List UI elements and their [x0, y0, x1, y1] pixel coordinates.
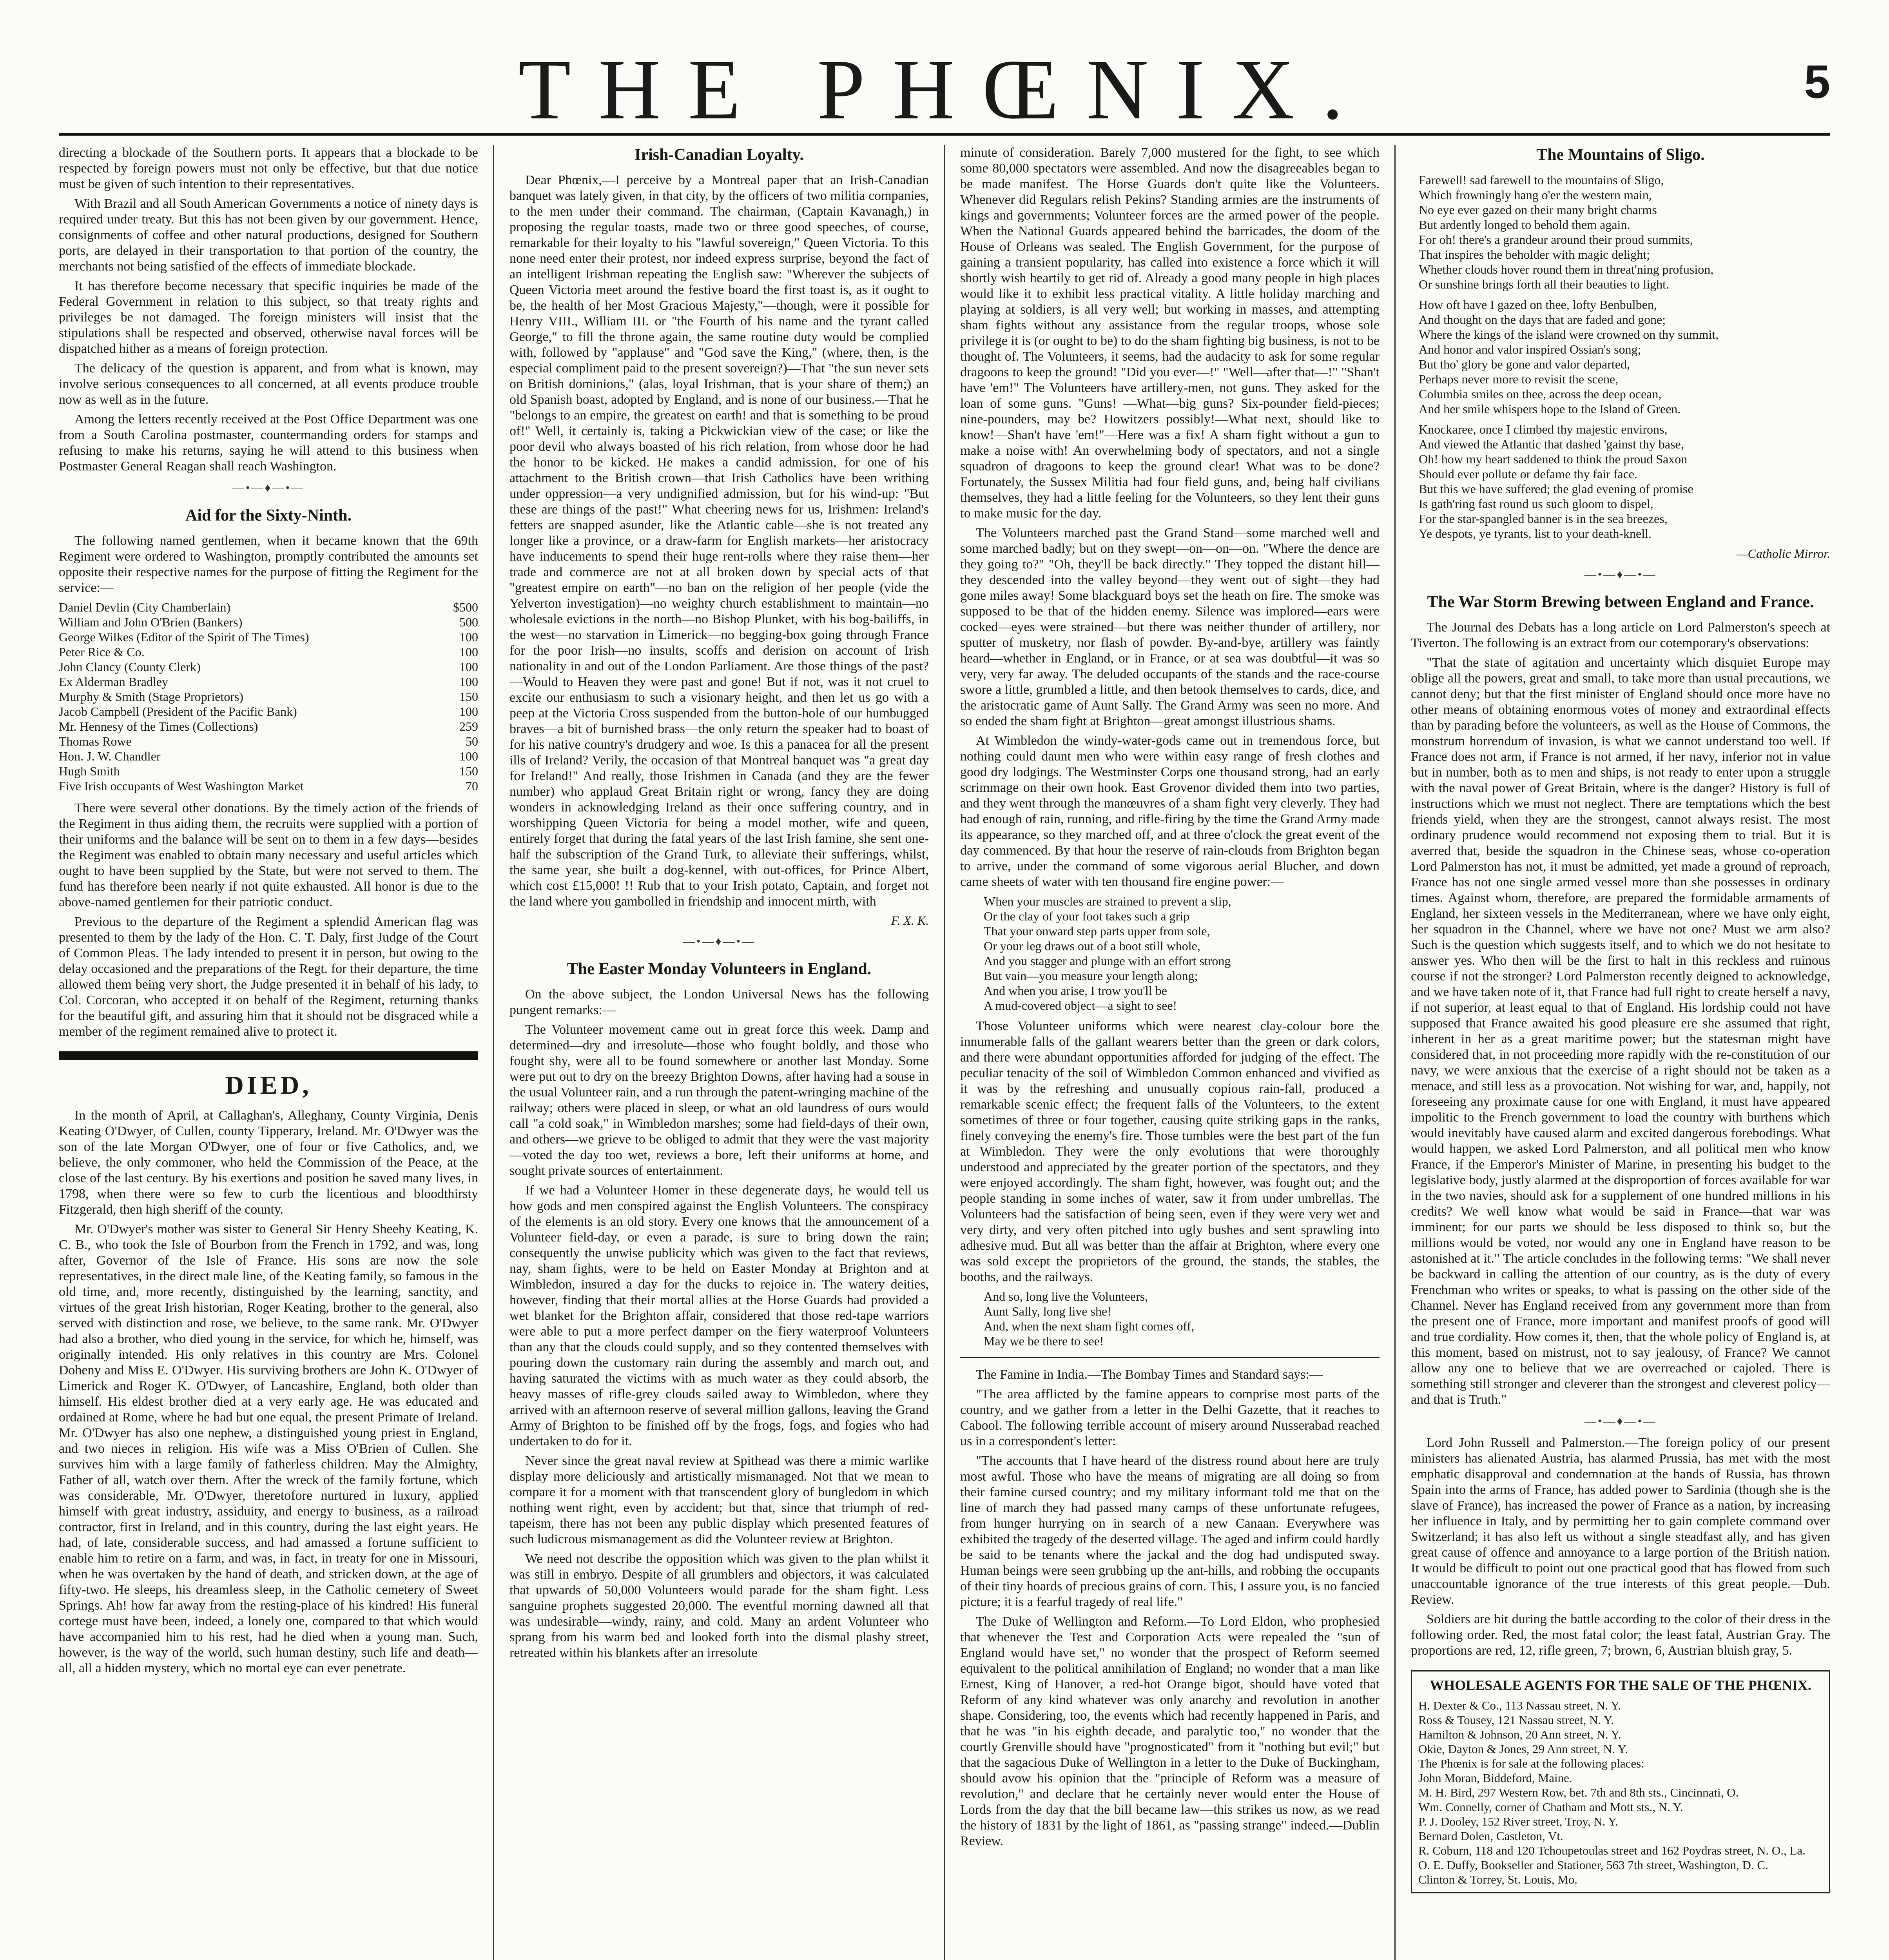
agent-line: P. J. Dooley, 152 River street, Troy, N. Y. [1418, 1815, 1619, 1828]
article-paragraph: Dear Phœnix,—I perceive by a Montreal paper that an Irish-Canadian banquet was lately given, in that city, by the officers of two militia companies, to the men under their command. The chairman, (Captain Kavanagh,) in proposing the regular toasts, made two or three good speeches, of course, remarkable for their loyalty to his "lawful sovereign," Queen Victoria. To this none need enter their protest, nor indeed express surprise, beyond the fact of an intelligent Irishman repeating the English saw: "Wherever the subjects of Queen Victoria meet around the festive board the first toast is, as it ought to be, the health of her Most Gracious Majesty,"—though, were it possible for Henry VIII., William III. or "the Fourth of his name and the tyrant called George," to fill the throne again, the same routine duty would be complied with, followed by "applause" and "God save the King," (where, then, is the especial compliment paid to the present sovereign?)—That "the sun never sets on British dominions," (alas, loyal Irishman, that is your share of them;) an old Spanish boast, adopted by England, and is none of our business.—That he "belongs to an empire, the greatest on earth! and that is something to be proud of!" Well, it certainly is, taking a Pickwickian view of the case; or like the poor devil who always boasted of his rich relation, from whose door he had the honor to be kicked. He makes a candid admission, for one of his attachment to the British crown—that Irish Catholics have been writhing under oppression—a very undignified admission, but for his wind-up: "But these are things of the past!" What cheering news for us, Irishmen: Ireland's fetters are snapped asunder, like the Atlantic cable—she is not treated any longer like a province, or a draw-farm for English markets—her aristocracy have inducements to spend their huge rent-rolls where they raise them—her trade and commerce are not at all broken down by special acts of that "greatest empire on earth"—no ban on the religion of her people (vide the Yelverton investigation)—no weighty church establishment to maintain—no wholesale evictions in the north—no Bishop Plunket, with his bog-bailiffs, in the west—no starvation in Limerick—no begging-box going through France for the poor Irish—no insults, scoffs and derision on account of Irish nationality in and out of the London Parliament. Are those things of the past?—Would to Heaven they were past and gone! But if not, was it not cruel to excite our enthusiasm to such a visionary height, and then let us go with a peep at the Victoria Cross suspended from the button-hole of our humbugged braves—a bit of burnished brass—the only return the speaker had to boast of for his native country's drudgery and woe. Is this a panacea for all the present ills of Ireland? Verily, the occasion of that Montreal banquet was "a great day for Ireland!" And really, those Irishmen in Canada (and they are the fewer number) who applaud Great Britain right or wrong, fancy they are doing wonders in acknowledging Ireland as their once suffering country, and in worshipping Queen Victoria for being a model mother, wife and queen, entirely forget that during the fatal years of the last Irish famine, she sent one-half the subscription of the Grand Turk, to alleviate their sufferings, whilst, the same year, she built a dog-kennel, with out-offices, for Prince Albert, which cost £15,000! !! Rub that to your Irish potato, Captain, and forget not the land where you gambolled in friendship and innocent mirth, with [509, 173, 929, 909]
article-paragraph: With Brazil and all South American Governments a notice of ninety days is required under treaty. But this has not been given by our government. Hence, consignments of coffee and other natural productions, designed for Southern ports, are delayed in their transportation to that portion of the country, the merchants not being satisfied of the effects of immediate blockade. [59, 196, 478, 274]
donor-row: George Wilkes (Editor of the Spirit of The Times) 100 [59, 630, 478, 644]
agents-heading: WHOLESALE AGENTS FOR THE SALE OF THE PHŒNIX. [1430, 1677, 1811, 1693]
ornament-divider: —•—♦—•— [1584, 1415, 1657, 1428]
donor-row: Ex Alderman Bradley 100 [59, 675, 478, 689]
article-paragraph: Mr. O'Dwyer's mother was sister to General Sir Henry Sheehy Keating, K. C. B., who took the Isle of Bourbon from the French in 1792, and was, long after, Governor of the Isle of France. His sons are now the sole representatives, in the direct male line, of the Keating family, so famous in the old time, and, more recently, distinguished by the learning, sanctity, and virtues of the great Irish historian, Roger Keating, brother to the general, also served with distinction and rose, we believe, to the same rank. Mr. O'Dwyer had also a brother, who died young in the service, for which he, himself, was originally intended. His only relatives in this country are Mrs. Colonel Doheny and Miss E. O'Dwyer. His surviving brothers are John K. O'Dwyer of Limerick and Roger K. O'Dwyer, of Lancashire, England, both older than himself. His eldest brother died at a very early age. He was educated and ordained at Rome, where he had but one equal, the present Primate of Ireland. Mr. O'Dwyer has also one nephew, a distinguished young priest in England, and two nieces in religion. His wife was a Miss O'Brien of Cullen. She survives him with a large family of fatherless children. May the Almighty, Father of all, watch over them. After the wreck of the family fortune, which was considerable, Mr. O'Dwyer, theretofore nurtured in luxury, applied himself with great industry, assiduity, and energy to business, as a railroad contractor, first in Ireland, and in this country, during the last eight years. He had, of late, considerable success, and had amassed a fortune sufficient to enable him to retire on a farm, and was, in fact, in treaty for one in Missouri, when he was overtaken by the hand of death, and stricken down, at the age of fifty-two. He sleeps, his dreamless sleep, in the Catholic cemetery of Sweet Springs. Ah! how far away from the resting-place of his kindred! His funeral cortege must have been, indeed, a lonely one, compared to that which would have accompanied him to his rest, had he died when a young man. Such, however, is the way of the world, such human destiny, such life and death—all, all a hidden mystery, which no mortal eye can ever penetrate. [59, 1222, 478, 1675]
article-paragraph: The Volunteer movement came out in great force this week. Damp and determined—dry and irresolute—those who fought boldly, and those who fought shy, were all to be found somewhere or another last Monday. Some were put out to dry on the breezy Brighton Downs, after having had a souse in the usual Volunteer rain, and a run through the patent-wringing machine of the railway; others were placed in sleep, or what an old laundress of ours would call "a cold soak," in Wimbledon marshes; some had field-days of their own, and others—we grieve to be obliged to admit that they were the vast majority—voted the day too wet, reviews a bore, left their uniforms at home, and sought private sources of entertainment. [509, 1022, 929, 1178]
article-paragraph: It has therefore become necessary that specific inquiries be made of the Federal Government in relation to this subject, so that treaty rights and privileges be not damaged. The foreign ministers will insist that the stipulations shall be respected and observed, otherwise naval forces will be dispatched hither as a means of foreign protection. [59, 279, 478, 356]
article-paragraph: Among the letters recently received at the Post Office Department was one from a South Carolina postmaster, countermanding orders for stamps and refusing to make his returns, saying he will attend to this business when Postmaster General Reagan shall reach Washington. [59, 412, 478, 474]
donor-row: Five Irish occupants of West Washington Market 70 [59, 779, 478, 793]
agent-line: Wm. Connelly, corner of Chatham and Mott sts., N. Y. [1418, 1800, 1683, 1814]
headline-sligo: The Mountains of Sligo. [1536, 146, 1705, 164]
agent-line: Bernard Dolen, Castleton, Vt. [1418, 1829, 1563, 1843]
article-paragraph: The Famine in India.—The Bombay Times and Standard says:— [976, 1367, 1323, 1382]
agent-line: Okie, Dayton & Jones, 29 Ann street, N. Y. [1418, 1742, 1628, 1756]
article-paragraph: On the above subject, the London Universal News has the following pungent remarks:— [509, 987, 929, 1017]
donor-row: Peter Rice & Co. 100 [59, 645, 478, 659]
ornament-divider: —•—♦—•— [232, 481, 305, 494]
donor-row: William and John O'Brien (Bankers) 500 [59, 615, 478, 629]
article-paragraph: In the month of April, at Callaghan's, Alleghany, County Virginia, Denis Keating O'Dwyer, of Cullen, county Tipperary, Ireland. Mr. O'Dwyer was the son of the late Morgan O'Dwyer, one of four or five Catholics, and, we believe, the only commoner, who held the Commission of the Peace, at the close of the last century. By his exertions and position he saved many lives, in 1798, when there were so few to curb the licentious and bloodthirsty Fitzgerald, then high sheriff of the county. [59, 1108, 478, 1217]
donor-row: Hon. J. W. Chandler 100 [59, 749, 478, 763]
article-paragraph: Those Volunteer uniforms which were nearest clay-colour bore the innumerable falls of the gallant wearers better than the green or dark colors, and there were abundant opportunities afforded for judging of the effect. The peculiar tenacity of the soil of Wimbledon Common enhanced and vivified as it was by the refreshing and unusually copious rain-fall, produced a remarkable scenic effect; the frequent falls of the Volunteers, to the extent sometimes of three or four together, causing quite striking gaps in the ranks, finely conveying the enemy's fire. Those tumbles were the best part of the fun at Wimbledon. They were the only evolutions that were thoroughly understood and appreciated by the greater portion of the spectators, and they were enjoyed accordingly. The sham fight, however, was fought out; and the people standing in some inches of water, saw it from under umbrellas. The Volunteers had the satisfaction of being seen, even if they were very wet and very dirty, and very often pitched into ugly bushes and sent sprawling into adhesive mud. But all was better than the affair at Brighton, where every one was sold except the proprietors of the ground, the stands, the stables, the booths, and the railways. [960, 1019, 1380, 1284]
donor-row: Daniel Devlin (City Chamberlain) $500 [59, 600, 478, 614]
ornament-divider: —•—♦—•— [683, 935, 756, 948]
article-paragraph: directing a blockade of the Southern ports. It appears that a blockade to be respected by foreign powers must not only be effective, but that due notice must be given of such intention to their representatives. [59, 145, 478, 191]
column-rule [1394, 145, 1396, 1960]
article-paragraph: The following named gentlemen, when it became known that the 69th Regiment were ordered to Washington, promptly contributed the amounts set opposite their respective names for the purpose of fitting the Regiment for the service:— [59, 534, 478, 595]
agent-line: John Moran, Biddeford, Maine. [1418, 1771, 1572, 1785]
column-4 [1411, 145, 1830, 1960]
article-paragraph: At Wimbledon the windy-water-gods came out in tremendous force, but nothing could daunt men who were within easy range of fresh clothes and good dry lodgings. The Westminster Corps one thousand strong, had an early scrimmage on their own hook. East Grovenor divided them into two parties, and they went through the manœuvres of a sham fight very cleverly. They had had enough of rain, running, and rifle-firing by the time the Grand Army made its appearance, so they marched off, and at three o'clock the great event of the day commenced. By that hour the reserve of rain-clouds from Brighton began to arrive, under the command of some vigorous aerial Blucher, and down came sheets of water with ten thousand fire engine power:— [960, 733, 1380, 889]
article-paragraph: "The accounts that I have heard of the distress round about here are truly most awful. Those who have the means of migrating are all doing so from their famine cursed country; and my military informant told me that on the line of march they had passed many camps of these unfortunate refugees, from hunger hurrying on in search of a new Canaan. Everywhere was exhibited the tragedy of the deserted village. The aged and infirm could hardly be said to be tenants where the jackal and the dog had undisputed sway. Human beings were seen grubbing up the ant-hills, and robbing the occupants of their tiny hoards of precious grains of corn. This, I assure you, is no fancied picture; it is a fearful tragedy of real life." [960, 1454, 1380, 1609]
ornament-divider: —•—♦—•— [1584, 568, 1657, 581]
verse-block: When your muscles are strained to prevent a slip, Or the clay of your foot takes such a grip That your onward step parts upper from sole, Or your leg draws out of a boot still whole, And you stagger and plunge with an effort strong But vain—you measure your length along; And when you arise, I trow you'll be A mud-covered object—a sight to see! [984, 894, 1231, 1013]
agent-line: R. Coburn, 118 and 120 Tchoupetoulas street and 162 Poydras street, N. O., La. [1418, 1844, 1806, 1857]
column-rule [493, 145, 494, 1960]
agent-line: O. E. Duffy, Bookseller and Stationer, 563 7th street, Washington, D. C. [1418, 1858, 1768, 1872]
article-paragraph: The Journal des Debats has a long article on Lord Palmerston's speech at Tiverton. The following is an extract from our cotemporary's observations: [1411, 620, 1830, 650]
article-paragraph: minute of consideration. Barely 7,000 mustered for the fight, to see which some 80,000 spectators were assembled. And now the disagreeables began to be made manifest. The Horse Guards don't quite like the Volunteers. Whenever did Regulars relish Pekins? Standing armies are the instruments of kings and governments; Volunteer forces are the armed power of the people. When the National Guards appeared behind the barricades, the doom of the House of Orleans was sealed. The English Government, for the purpose of gaining a transient popularity, has called into existence a force which it will shortly wish heartily to get rid of. Already a good many people in high places would like it to exhibit less practical vitality. A little holiday marching and playing at soldiers, is all very well; but working in masses, and attempting sham fights without any assistance from the regular troops, whose sole privilege it is (or ought to be) to do the sham fighting big business, is not to be thought of. The Volunteers, it seems, had the audacity to ask for some regular dragoons to keep the ground! "Did you ever—!" "Well—after that—!" "Shan't have 'em!" The Volunteers have artillery-men, not guns. They asked for the loan of some guns. "Guns! —What—big guns? Six-pounder field-pieces; nine-pounders, may be? Howitzers possibly!—What next, should like to know!—Shan't have 'em!"—Here was a fix! A sham fight without a gun to make a noise with! An overwhelming body of spectators, and not a single squadron of dragoons to keep the ground clear! What was to be done? Fortunately, the Sussex Militia had four field guns, and, being half civilians themselves, they had a little feeling for the Volunteers, so they lent their guns to make music for the day. [960, 145, 1380, 521]
article-paragraph: Previous to the departure of the Regiment a splendid American flag was presented to them by the lady of the Hon. C. T. Daly, first Judge of the Court of Common Pleas. The lady intended to present it in person, but owing to the delay occasioned and the preparations of the Regt. for their departure, the time allowed them being very short, the Judge presented it in behalf of his lady, to Col. Corcoran, who accepted it on behalf of the Regiment, returning thanks for the beautiful gift, and assuring him that it should not be disgraced while a member of the regiment remained alive to protect it. [59, 915, 478, 1039]
article-paragraph: Lord John Russell and Palmerston.—The foreign policy of our present ministers has alienated Austria, has alarmed Prussia, has met with the most emphatic disapproval and condemnation at the hands of Russia, has thrown Spain into the arms of France, has added power to Sardinia (though she is the slave of France), has increased the power of France as a nation, by increasing her influence in Italy, and by permitting her to gain complete command over Switzerland; it has also left us without a single steadfast ally, and has given great cause of offence and annoyance to a large portion of the British nation. It would be difficult to point out one practical good that has flowed from such unaccountable ignorance of the true interests of this great people.—Dub. Review. [1411, 1436, 1830, 1607]
column-2 [509, 145, 929, 1960]
agent-line: The Phœnix is for sale at the following places: [1418, 1757, 1644, 1770]
article-paragraph: Soldiers are hit during the battle according to the color of their dress in the following order. Red, the most fatal color; the least fatal, Austrian Gray. The proportions are red, 12, rifle green, 7; brown, 6, Austrian bluish gray, 5. [1411, 1612, 1830, 1658]
agents-box [1411, 1670, 1830, 1893]
article-paragraph: "The area afflicted by the famine appears to comprise most parts of the country, and we gather from a letter in the Delhi Gazette, that it reaches to Cabool. The following terrible account of misery around Nusserabad reached us in a correspondent's letter: [960, 1387, 1380, 1448]
headline-loyalty: Irish-Canadian Loyalty. [635, 146, 804, 164]
headline-died: DIED, [225, 1071, 312, 1100]
headline-aid: Aid for the Sixty-Ninth. [185, 506, 352, 524]
masthead [59, 43, 1830, 136]
agent-line: H. Dexter & Co., 113 Nassau street, N. Y. [1418, 1699, 1621, 1712]
donor-row: Murphy & Smith (Stage Proprietors) 150 [59, 690, 478, 704]
column-1 [59, 145, 478, 1960]
donor-row: John Clancy (County Clerk) 100 [59, 660, 478, 674]
donor-row: Thomas Rowe 50 [59, 734, 478, 748]
agent-line: Ross & Tousey, 121 Nassau street, N. Y. [1418, 1713, 1614, 1727]
signature: F. X. K. [891, 913, 929, 927]
article-paragraph: The Duke of Wellington and Reform.—To Lord Eldon, who prophesied that whenever the Test and Corporation Acts were repealed the "sun of England would have set," no wonder that the prospect of Reform seemed equivalent to the political annihilation of England; no wonder that a man like Ernest, King of Hanover, a red-hot Orange bigot, should have voted that Reform of any kind whatever was only anarchy and revolution in another shape. Considering, too, the events which had recently happened in Paris, and that he was "in his eighth decade, and paralytic too," no wonder that the courtly Grenville should have "prognosticated" from it "nothing but evil;" but that the sagacious Duke of Wellington in a letter to the Duke of Buckingham, should avow his opinion that the "principle of Reform was a measure of revolution," and declare that he certainly never would enter the House of Lords from the day that the bill became law—this strikes us now, as we read the history of 1831 by the light of 1861, as "passing strange" indeed.—Dublin Review. [960, 1614, 1380, 1848]
article-paragraph: There were several other donations. By the timely action of the friends of the Regiment in thus aiding them, the recruits were supplied with a portion of their uniforms and the balance will be sent on to them in a few days—besides the Regiment was enabled to obtain many necessary and useful articles which ought to have been supplied by the State, but were not served to them. The fund has therefore been nearly if not quite exhausted. All honor is due to the above-named gentlemen for their patriotic conduct. [59, 801, 478, 909]
columns [59, 145, 1830, 1960]
article-paragraph: "That the state of agitation and uncertainty which disquiet Europe may oblige all the powers, great and small, to take more than usual precautions, we cannot deny; but that the first minister of England should once more have no other means of obtaining enormous votes of money and extraordinal effects than by parading before the volunteers, as well as the House of Commons, the monstrum horrendum of invasion, is what we cannot understand too well. If France does not arm, if France is not armed, if her navy, inferior not in value but in number, both as to men and ships, is not ready to enter upon a struggle with the naval power of Great Britain, where is the danger? History is full of instructions which we must not neglect. There are temptations which the best friends yield, when they are the strongest, cannot always resist. The most ordinary prudence would recommend not exposing them to trial. But it is averred that, beside the squadron in the Chinese seas, whose co-operation Lord Palmerston has not, it must be admitted, yet made a ground of reproach, France has not one single armed vessel more than she possesses in ordinary times. Against whom, therefore, are prepared the formidable armaments of England, her sixteen vessels in the Mediterranean, where we have only eight, her squadron in the Channel, where we have not one? Must we arm also? Such is the question which suggests itself, and to which we do not hesitate to answer yes. Who then will be the first to halt in this reckless and ruinous course if not the stronger? Lord Palmerston recently deigned to acknowledge, and we have taken note of it, that France had full right to create herself a navy, if not superior, at least equal to that of England. His lordship could not have supposed that France awaited his good pleasure ere she assumed that right, inherent in her as a great maritime power; but the statesman might have considered that, in not proceeding more rapidly with the re-constitution of our navy, we were anxious that the exercise of a right should not be taken as a menace, and still less as a provocation. Not wishing for war, and, happily, not foreseeing any proximate cause for one with England, it must have appeared impolitic to the French government to load the country with burthens which would inevitably have caused alarm and excited dangerous forebodings. What would happen, we asked Lord Palmerston, and all political men who know France, if the Emperor's Minister of Marine, in presenting his budget to the legislative body, justly alarmed at the disproportion of forces available for war in the two navies, should ask for a supplement of one hundred millions in his credits? We well know what would be said in France—that war was imminent; for our parts we should be less disposed to think so, but the millions would be voted, nor would any one in England have reason to be astonished at it." The article concludes in the following terms: "We shall never be backward in calling the attention of our country, as is the duty of every Frenchman who writes or speaks, to what is passing on the other side of the Channel. Never has England received from any government more than from the present one of France, more important and manifest proofs of good will and true cordiality. How comes it, then, that the whole policy of England is, at this moment, based on mistrust, not to say jealousy, of France? We cannot allow any one to believe that we are overreached or cajoled. There is something still stronger and cleverer than the strongest and cleverest policy—and that is Truth." [1411, 655, 1830, 1407]
article-paragraph: We need not describe the opposition which was given to the plan whilst it was still in embryo. Despite of all grumblers and objectors, it was calculated that upwards of 50,000 Volunteers would parade for the sham fight. Less sanguine prophets suggested 20,000. The eventful morning dawned all that was undesirable—windy, rainy, and cold. Many an ardent Volunteer who sprang from his warm bed and looked forth into the dismal plashy street, retreated within his blankets after an irresolute [509, 1552, 929, 1660]
page-number: 5 [1804, 56, 1830, 108]
article-paragraph: Never since the great naval review at Spithead was there a mimic warlike display more deliciously and artistically mismanaged. Not that we mean to compare it for a moment with that transcendent glory of bungledom in which nothing went right, even by accident; but that, since that triumph of red-tapeism, there has not been any public display which presented features of such ludicrous mismanagement as did the Volunteer review at Brighton. [509, 1454, 929, 1546]
headline-easter: The Easter Monday Volunteers in England. [567, 960, 872, 978]
poem-source: —Catholic Mirror. [1737, 546, 1830, 561]
article-paragraph: The delicacy of the question is apparent, and from what is known, may involve serious consequences to all concerned, at all events produce trouble now as well as in the future. [59, 361, 478, 407]
donor-row: Hugh Smith 150 [59, 764, 478, 778]
agent-line: Clinton & Torrey, St. Louis, Mo. [1418, 1873, 1578, 1886]
agent-line: Hamilton & Johnson, 20 Ann street, N. Y. [1418, 1728, 1621, 1741]
section-rule [59, 1051, 478, 1060]
article-paragraph: The Volunteers marched past the Grand Stand—some marched well and some marched badly; but on they swept—on—on—on. "Where the dence are they going to?" "Oh, they'll be back directly." They topped the distant hill—they descended into the valley beyond—they went out of sight—they had gone miles away! Some blackguard boys set the heath on fire. The smoke was supposed to be that of the hidden enemy. Silence was implored—ears were cocked—eyes were strained—but there was neither thunder of artillery, nor sputter of musketry, nor flash of powder. By-and-bye, artillery was faintly heard—whether in England, or in France, or at sea was doubtful—it was so very, very far away. The deluded occupants of the stands and the race-course swore a little, grumbled a little, and then betook themselves to cards, dice, and the aristocratic game of Aunt Sally. The Grand Army was seen no more. And so ended the sham fight at Brighton—great amongst illustrious shams. [960, 526, 1380, 728]
newspaper-title: THE PHŒNIX. [518, 42, 1371, 137]
donor-row: Mr. Hennesy of the Times (Collections) 259 [59, 719, 478, 733]
column-rule [944, 145, 945, 1960]
headline-war-storm: The War Storm Brewing between England and France. [1427, 593, 1814, 611]
article-paragraph: If we had a Volunteer Homer in these degenerate days, he would tell us how gods and men conspired against the English Volunteers. The conspiracy of the elements is an old story. Every one knows that the announcement of a Volunteer field-day, or even a parade, is sure to bring down the rain; consequently the unwise publicity which was given to the fact that reviews, nay, sham fights, were to be held on Easter Monday at Brighton and at Wimbledon, insured a day for the ducks to rejoice in. The watery deities, however, finding that their mortal allies at the Horse Guards had provided a wet blanket for the Brighton affair, considered that those red-tape warriors were able to put a more perfect damper on the fiery waterproof Volunteers than any that the clouds could supply, and so they contented themselves with pouring down the customary rain during the assembly and march out, and having saturated the victims with as much water as they could absorb, the heavy masses of rifle-grey clouds sailed away to Wimbledon, where they arrived with an afternoon reserve of several million gallons, leaving the Grand Army of Brighton to be finished off by the frogs, fogs, and fogies who had undertaken to do for it. [509, 1183, 929, 1448]
section-rule [960, 1357, 1380, 1358]
donor-row: Jacob Campbell (President of the Pacific Bank) 100 [59, 704, 478, 719]
verse-block: Farewell! sad farewell to the mountains of Sligo, Which frowningly hang o'er the western main, No eye ever gazed on their many bright charms But ardently longed to behold them again. For oh! there's a grandeur around their proud summits, That inspires the beholder with magic delight; Whether clouds hover round them in threat'ning profusion, Or sunshine brings forth all their beauties to light. How oft have I gazed on thee, lofty Benbulben, And thought on the days that are faded and gone; Where the kings of the island were crowned on thy summit, And honor and valor inspired Ossian's song; But tho' glory be gone and valor departed, Perhaps never more to revisit the scene, Columbia smiles on thee, across the deep ocean, And her smile whispers hope to the Island of Green. Knockaree, once I climbed thy majestic environs, And viewed the Atlantic that dashed 'gainst thy base, Oh! how my heart saddened to think the proud Saxon Should ever pollute or defame thy fair face. But this we have suffered; the glad evening of promise Is gath'ring fast round us such gloom to dispel, For the star-spangled banner is in the sea breezes, Ye despots, ye tyrants, list to your death-knell. [1419, 173, 1719, 541]
column-3 [960, 145, 1380, 1960]
agent-line: M. H. Bird, 297 Western Row, bet. 7th and 8th sts., Cincinnati, O. [1418, 1786, 1739, 1799]
donor-list [59, 600, 478, 793]
verse-block: And so, long live the Volunteers, Aunt Sally, long live she! And, when the next sham fight comes off, May we be there to see! [984, 1289, 1195, 1348]
